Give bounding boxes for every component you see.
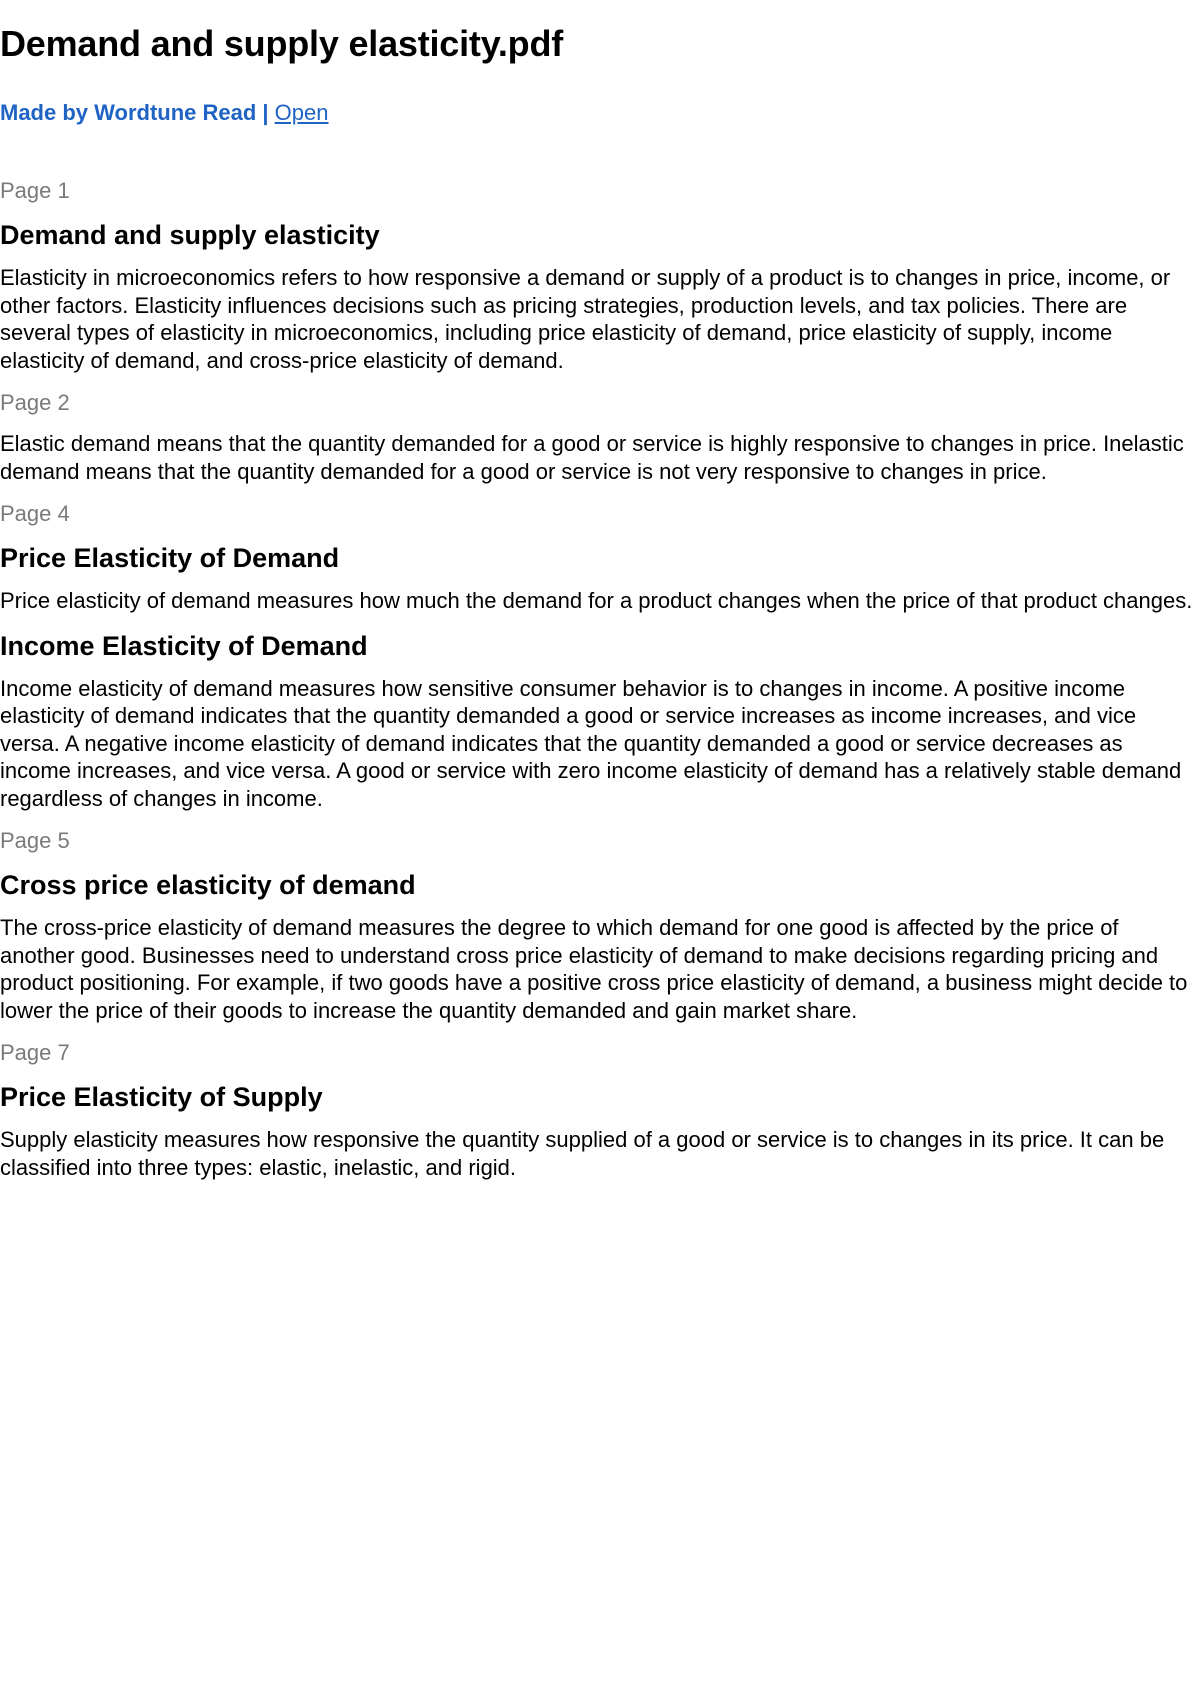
made-by-text: Made by Wordtune Read |: [0, 100, 275, 125]
paragraph: Price elasticity of demand measures how much the demand for a product changes when the price of that product changes.: [0, 588, 1193, 613]
page-label: Page 4: [0, 501, 70, 526]
paragraph: Elastic demand means that the quantity demanded for a good or service is highly responsive to changes in price. Inelastic demand means that the quantity demanded for a good or service is not very responsive to changes in price.: [0, 431, 1184, 484]
made-by-line: [0, 98, 1200, 128]
section-heading: Income Elasticity of Demand: [0, 630, 368, 661]
paragraph: Income elasticity of demand measures how sensitive consumer behavior is to changes in income. A positive income elasticity of demand indicates that the quantity demanded a good or service increases as income increases, and vice versa. A negative income elasticity of demand indicates that the quantity demanded a good or service decreases as income increases, and vice versa. A good or service with zero income elasticity of demand has a relatively stable demand regardless of changes in income.: [0, 675, 1182, 811]
document-title: Demand and supply elasticity.pdf: [0, 23, 564, 64]
page-label: Page 7: [0, 1040, 70, 1065]
section-heading: Price Elasticity of Demand: [0, 543, 340, 573]
document-body: [0, 176, 1200, 1181]
section-heading: Demand and supply elasticity: [0, 220, 380, 250]
section-heading: Price Elasticity of Supply: [0, 1082, 323, 1112]
paragraph: Supply elasticity measures how responsive the quantity supplied of a good or service is to changes in its price. It can be classified into three types: elastic, inelastic, and rigid.: [0, 1127, 1165, 1180]
section-heading: Cross price elasticity of demand: [0, 870, 416, 900]
open-link[interactable]: Open: [274, 100, 329, 125]
paragraph: Elasticity in microeconomics refers to how responsive a demand or supply of a product is to changes in price, income, or other factors. Elasticity influences decisions such as pricing strategies, production levels, and tax policies. There are several types of elasticity in microeconomics, including price elasticity of demand, price elasticity of supply, income elasticity of demand, and cross-price elasticity of demand.: [0, 265, 1171, 373]
page-label: Page 5: [0, 828, 70, 853]
paragraph: The cross-price elasticity of demand measures the degree to which demand for one good is affected by the price of another good. Businesses need to understand cross price elasticity of demand to make decisions regarding pricing and product positioning. For example, if two goods have a positive cross price elasticity of demand, a business might decide to lower the price of their goods to increase the quantity demanded and gain market share.: [0, 915, 1188, 1023]
page-label: Page 2: [0, 390, 70, 415]
page-label: Page 1: [0, 178, 70, 203]
